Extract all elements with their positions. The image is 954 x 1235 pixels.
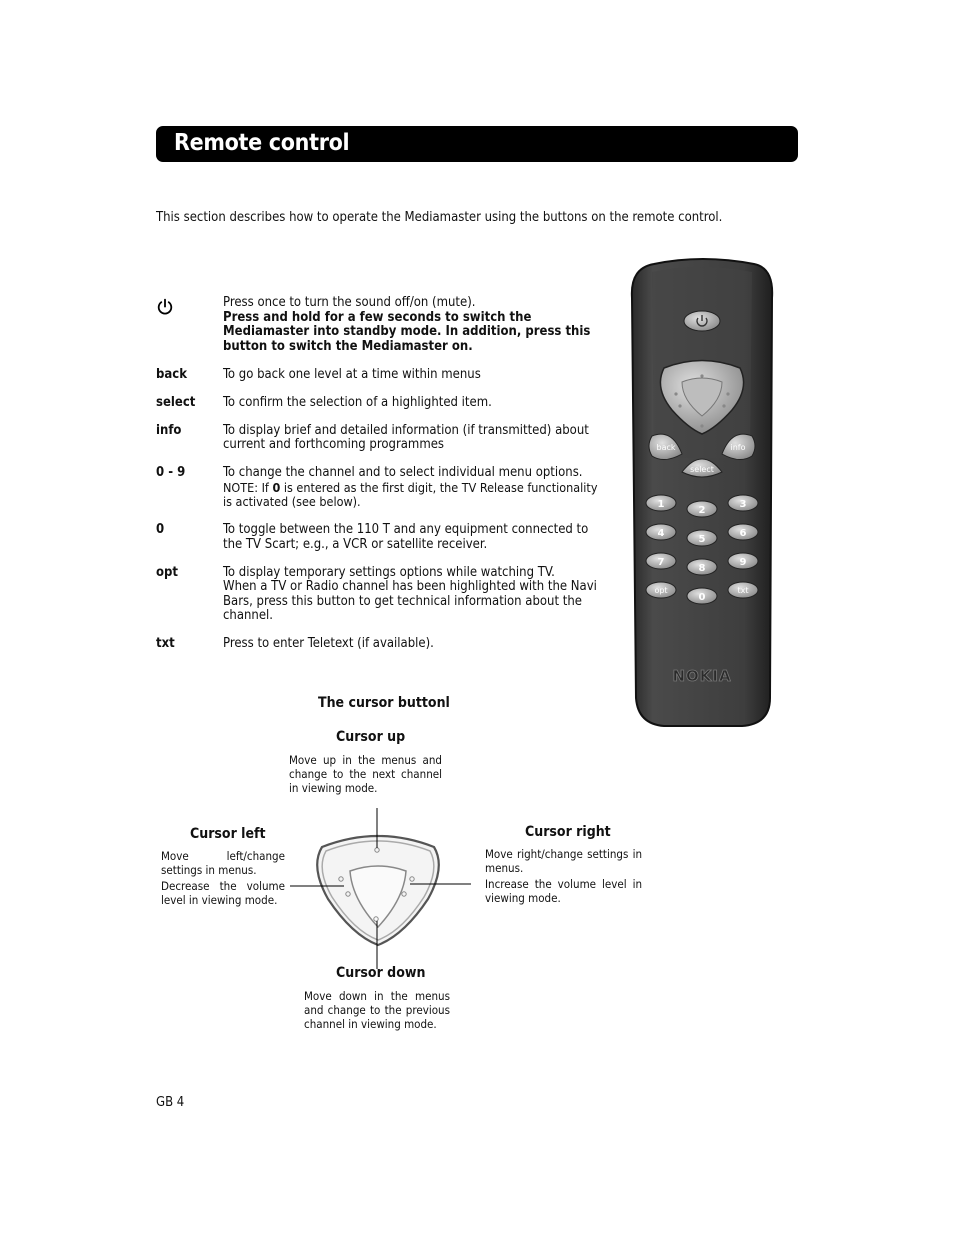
digit-3: 3 xyxy=(739,499,747,510)
row-txt xyxy=(156,637,606,652)
page-title: Remote control xyxy=(174,130,350,156)
remote-txt-label: txt xyxy=(737,586,749,595)
digit-2: 2 xyxy=(698,505,706,516)
power-desc: Press once to turn the sound off/on (mute). xyxy=(223,295,476,310)
back-desc: To go back one level at a time within menus xyxy=(223,366,481,382)
digit-5: 5 xyxy=(698,534,706,545)
cursor-up-caption: Move up in the menus and change to the next channel in viewing mode. xyxy=(289,753,442,795)
row-select xyxy=(156,396,606,411)
row-zero xyxy=(156,523,606,552)
brand-logo: NOKIA xyxy=(672,667,732,685)
cursor-up-title: Cursor up xyxy=(336,729,406,745)
digit-9: 9 xyxy=(739,557,747,568)
cursor-down-title: Cursor down xyxy=(336,965,426,981)
info-desc: To display brief and detailed information (if transmitted) about current and forthcoming programmes xyxy=(223,422,589,452)
page-number: GB 4 xyxy=(156,1095,185,1110)
cursor-pad-diagram xyxy=(288,805,478,970)
cursor-down-caption: Move down in the menus and change to the previous channel in viewing mode. xyxy=(304,989,450,1031)
digit-6: 6 xyxy=(739,528,747,539)
select-desc: To confirm the selection of a highlighted item. xyxy=(223,394,492,410)
cursor-figure-title: The cursor buttonl xyxy=(318,695,450,711)
key-label: back xyxy=(156,366,187,382)
power-desc-bold: Press and hold for a few seconds to switch the Mediamaster into standby mode. In addition, press this button to switch the Mediamaster on. xyxy=(223,309,591,354)
cursor-right-caption: Move right/change settings in menus. Increase the volume level in viewing mode. xyxy=(485,847,642,905)
key-label: 0 - 9 xyxy=(156,465,186,480)
key-label: opt xyxy=(156,564,179,580)
opt-desc-2: When a TV or Radio channel has been highlighted with the Navi Bars, press this button to get technical information about the channel. xyxy=(223,579,597,623)
digit-1: 1 xyxy=(657,499,665,510)
remote-control-illustration xyxy=(624,258,780,732)
key-label: info xyxy=(156,422,182,438)
remote-opt-label: opt xyxy=(654,586,668,595)
remote-info-label: info xyxy=(730,443,746,452)
digit-0: 0 xyxy=(698,592,706,603)
opt-desc: To display temporary settings options while watching TV. xyxy=(223,564,555,580)
remote-select-label: select xyxy=(690,465,714,474)
power-icon xyxy=(156,298,174,321)
digits-note: NOTE: If 0 is entered as the first digit, the TV Release functionality is activated (see below). xyxy=(223,479,598,509)
digits-desc: To change the channel and to select individual menu options. xyxy=(223,465,583,480)
digit-4: 4 xyxy=(657,528,665,539)
row-back xyxy=(156,368,606,383)
key-label: 0 xyxy=(156,522,165,537)
row-power xyxy=(156,296,606,354)
zero-desc: To toggle between the 110 T and any equipment connected to the TV Scart; e.g., a VCR or satellite receiver. xyxy=(223,522,589,552)
button-list xyxy=(156,296,606,652)
key-label: txt xyxy=(156,636,175,651)
row-digits xyxy=(156,466,606,510)
remote-back-label: back xyxy=(656,443,676,452)
intro-paragraph: This section describes how to operate the Mediamaster using the buttons on the remote control. xyxy=(156,210,723,225)
txt-desc: Press to enter Teletext (if available). xyxy=(223,636,434,651)
cursor-right-title: Cursor right xyxy=(525,824,611,840)
row-info xyxy=(156,424,606,453)
row-opt xyxy=(156,566,606,624)
digit-8: 8 xyxy=(698,563,706,574)
digit-7: 7 xyxy=(657,557,665,568)
cursor-left-caption: Move left/change settings in menus. Decrease the volume level in viewing mode. xyxy=(161,849,285,907)
key-label: select xyxy=(156,394,196,410)
cursor-left-title: Cursor left xyxy=(190,826,266,842)
